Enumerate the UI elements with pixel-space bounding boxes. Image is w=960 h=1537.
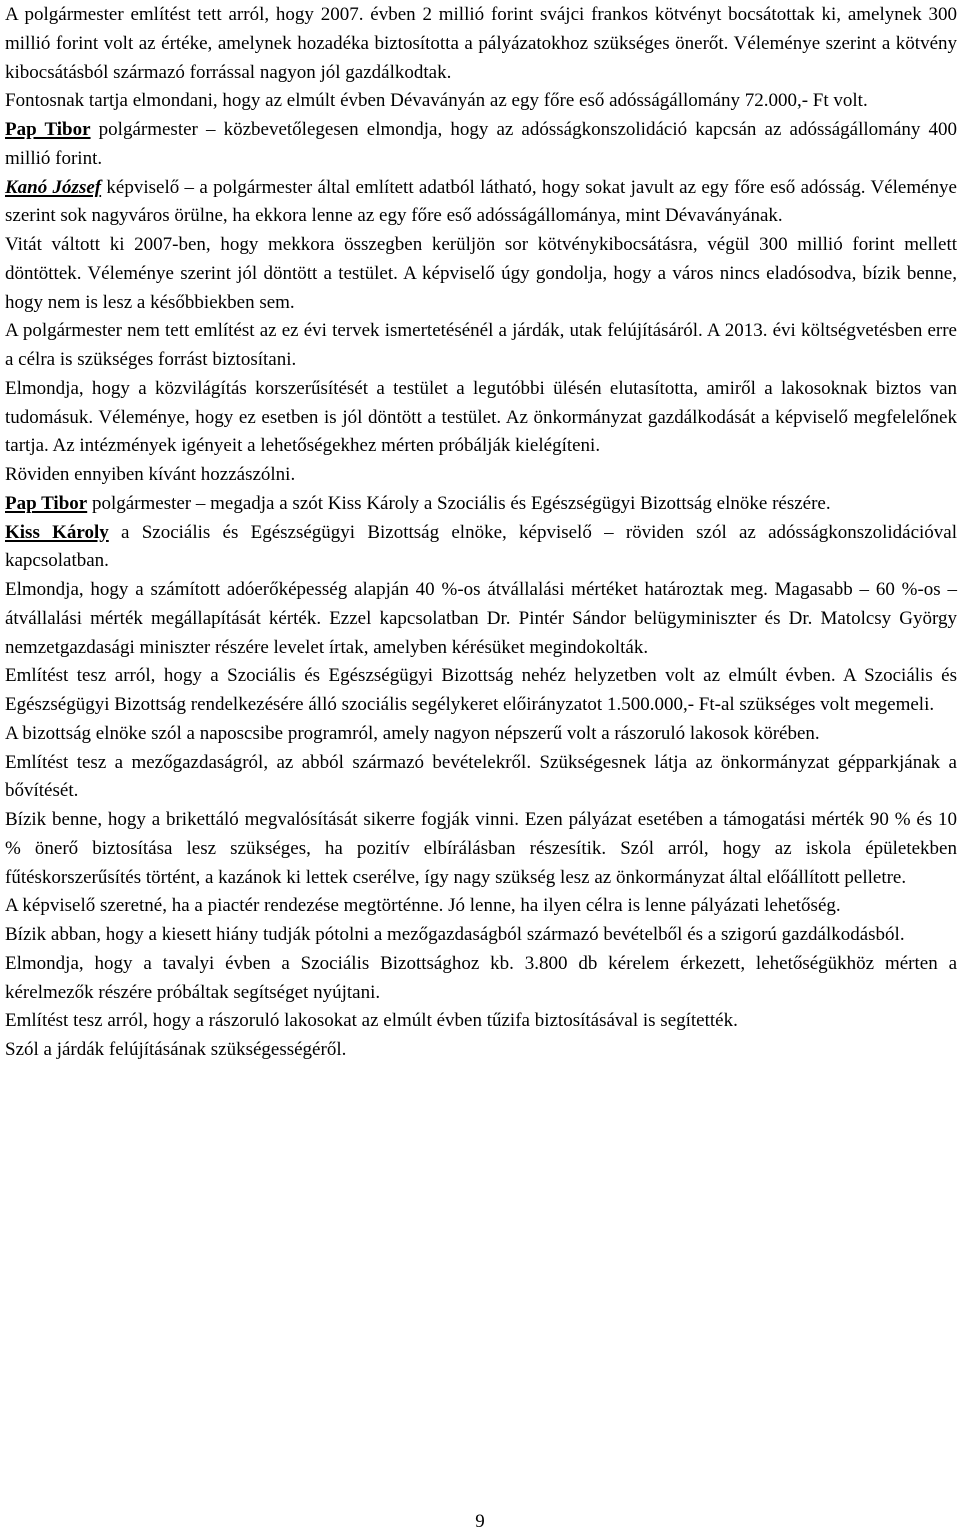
- paragraph-social-requests: [5, 950, 957, 1008]
- paragraph-text: Vitát váltott ki 2007-ben, hogy mekkora összegben kerüljön sor kötvénykibocsátásra, végül 300 millió forint mellett döntöttek. Véleménye szerint jól döntött a testület. A képviselő úgy gondolja, hogy a város nincs eladósodva, bízik benne, hogy nem is lesz a későbbiekben sem.: [5, 234, 957, 313]
- paragraph-text: A képviselő szeretné, ha a piactér rendezése megtörténne. Jó lenne, ha ilyen célra is lenne pályázati lehetőség.: [5, 895, 841, 917]
- paragraph-agriculture: [5, 749, 957, 807]
- speaker-name: Pap Tibor: [5, 492, 88, 514]
- paragraph-text: Fontosnak tartja elmondani, hogy az elmúlt évben Dévaványán az egy főre eső adósságállomány 72.000,- Ft volt.: [5, 90, 868, 112]
- document-page: [5, 1, 957, 1065]
- paragraph-chick-program: [5, 720, 957, 749]
- paragraph-text: a Szociális és Egészségügyi Bizottság elnöke, képviselő – röviden szól az adósságkonszolidációval kapcsolatban.: [5, 521, 957, 572]
- paragraph-text: Elmondja, hogy a számított adóerőképesség alapján 40 %-os átvállalási mértéket határoztak meg. Magasabb – 60 %-os – átvállalási mérték megállapítását kérték. Ezzel kapcsolatban Dr. Pintér Sándor belügyminiszter és Dr. Matolcsy György nemzetgazdasági miniszter részére levelet írtak, amelyben kérésüket megindokolták.: [5, 579, 957, 658]
- paragraph-text: képviselő – a polgármester által említett adatból látható, hogy sokat javult az egy főre eső adósság. Véleménye szerint sok nagyváros örülne, ha ekkora lenne az egy főre eső adósságállománya, mint Dévaványának.: [5, 176, 957, 227]
- paragraph-closing-remark: [5, 461, 957, 490]
- paragraph-sidewalk-renovation: [5, 1036, 957, 1065]
- paragraph-mayor-interjection: [5, 116, 957, 174]
- paragraph-text: Említést tesz arról, hogy a rászoruló lakosokat az elmúlt évben tűzifa biztosításával is segítették.: [5, 1010, 738, 1032]
- paragraph-committee-budget: [5, 662, 957, 720]
- paragraph-text: Szól a járdák felújításának szükségességéről.: [5, 1039, 347, 1060]
- paragraph-text: Bízik abban, hogy a kiesett hiány tudják pótolni a mezőgazdaságból származó bevételből és a szigorú gazdálkodásból.: [5, 924, 905, 945]
- paragraph-text: A polgármester említést tett arról, hogy 2007. évben 2 millió forint svájci frankos kötvényt bocsátottak ki, amelynek 300 millió forint volt az értéke, amelynek hozadéka biztosította a pályázatokhoz szükséges önerőt. Véleménye szerint a kötvény kibocsátásból származó forrással nagyon jól gazdálkodtak.: [5, 4, 957, 83]
- speaker-name: Kanó József: [5, 176, 102, 198]
- paragraph-text: Elmondja, hogy a tavalyi évben a Szociális Bizottsághoz kb. 3.800 db kérelem érkezett, lehetőségükhöz mérten a kérelmezők részére próbáltak segítséget nyújtani.: [5, 952, 957, 1003]
- speaker-name: Pap Tibor: [5, 119, 91, 140]
- paragraph-text: A polgármester nem tett említést az ez évi tervek ismertetésénél a járdák, utak felújításáról. A 2013. évi költségvetésben erre a célra is szükséges forrást biztosítani.: [5, 320, 957, 370]
- paragraph-text: Bízik benne, hogy a brikettáló megvalósítását sikerre fogják vinni. Ezen pályázat esetében a támogatási mérték 90 % és 10 % önerő biztosítása lesz szükséges, ha pozitív elbírálásban részesítik. Szól arról, hogy az iskola épületekben fűtéskorszerűsítés történt, a kazánok ki lettek cserélve, így nagy szükség lesz az önkormányzat által előállított pelletre.: [5, 809, 957, 888]
- paragraph-market-square: [5, 892, 957, 921]
- paragraph-text: Említést tesz arról, hogy a Szociális és Egészségügyi Bizottság nehéz helyzetben volt az elmúlt évben. A Szociális és Egészségügyi Bizottság rendelkezésére álló szociális segélykeret előirányzatot 1.500.000,- Ft-al szükséges volt megemeli.: [5, 665, 957, 715]
- paragraph-text: polgármester – megadja a szót Kiss Károly a Szociális és Egészségügyi Bizottság elnöke részére.: [87, 492, 831, 514]
- paragraph-bond-issue: [5, 1, 957, 87]
- paragraph-text: Röviden ennyiben kívánt hozzászólni.: [5, 464, 296, 485]
- paragraph-bond-debate: [5, 231, 957, 317]
- paragraph-debt-takeover: [5, 576, 957, 662]
- paragraph-text: Elmondja, hogy a közvilágítás korszerűsítését a testület a legutóbbi ülésén elutasította, amiről a lakosoknak biztos van tudomásuk. Véleménye, hogy ez esetben is jól döntött a testület. Az önkormányzat gazdálkodását a képviselő megfelelőnek tartja. Az intézmények igényeit a lehetőségekhez mérten próbálják kielégíteni.: [5, 377, 957, 457]
- paragraph-kano-jozsef: [5, 174, 957, 232]
- paragraph-debt-per-capita: [5, 87, 957, 116]
- paragraph-text: A bizottság elnöke szól a naposcsibe programról, amely nagyon népszerű volt a rászoruló lakosok körében.: [5, 722, 820, 744]
- paragraph-revenue-shortfall: [5, 921, 957, 950]
- paragraph-text: polgármester – közbevetőlegesen elmondja, hogy az adósságkonszolidáció kapcsán az adósságállomány 400 millió forint.: [5, 119, 957, 169]
- paragraph-firewood: [5, 1007, 957, 1036]
- speaker-name: Kiss Károly: [5, 521, 109, 543]
- page-number: 9: [475, 1511, 485, 1532]
- paragraph-kiss-karoly: [5, 519, 957, 577]
- paragraph-mayor-gives-floor: [5, 490, 957, 519]
- paragraph-briquetting: [5, 806, 957, 892]
- paragraph-sidewalks-roads: [5, 317, 957, 375]
- paragraph-street-lighting: [5, 375, 957, 461]
- paragraph-text: Említést tesz a mezőgazdaságról, az abból származó bevételekről. Szükségesnek látja az önkormányzat gépparkjának a bővítését.: [5, 751, 957, 802]
